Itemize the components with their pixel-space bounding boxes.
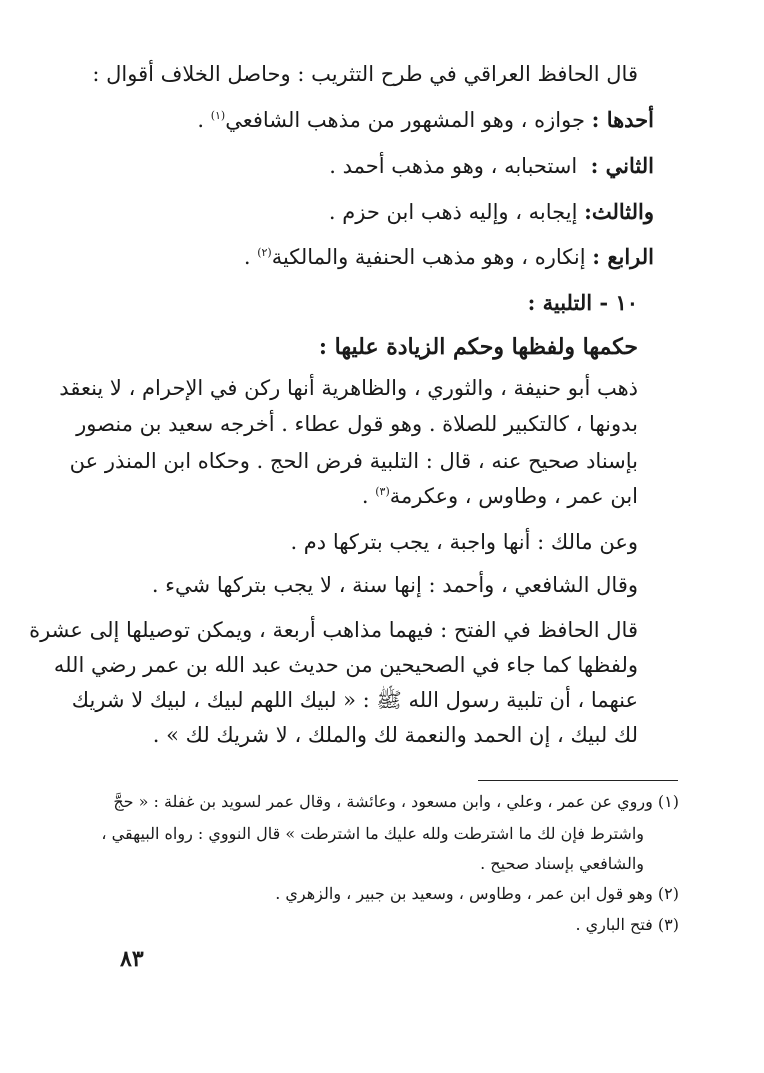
para4-line2	[54, 650, 638, 680]
para1-line4-end: .	[361, 484, 376, 508]
footnote-divider	[478, 780, 678, 781]
footnote-1-line1	[113, 790, 679, 814]
footnote-1-line3-text: والشافعي بإسناد صحيح .	[480, 854, 644, 873]
footnote-ref-3[interactable]: (٣)	[375, 485, 390, 498]
footnote-ref-1[interactable]: (١)	[210, 109, 226, 122]
opinion-second-text: استحبابه ، وهو مذهب أحمد .	[329, 154, 578, 178]
para4-line1	[29, 615, 638, 645]
footnote-1-line1-text: (١) وروي عن عمر ، وعلي ، وابن مسعود ، وعائشة ، وقال عمر لسويد بن غفلة : « حجَّ	[113, 792, 679, 811]
para1-line4	[362, 481, 638, 511]
section-number: ١٠ -	[599, 290, 638, 315]
footnote-1-line2-text: واشترط فإن لك ما اشترطت ولله عليك ما اشترطت » قال النووي : رواه البيهقي ،	[101, 824, 644, 843]
para1-line3-text: بإسناد صحيح عنه ، قال : التلبية فرض الحج . وحكاه ابن المنذر عن	[69, 449, 638, 473]
opinion-second-label: الثاني :	[590, 153, 654, 178]
footnote-3	[575, 913, 679, 937]
footnote-1-line2	[101, 822, 644, 846]
opinion-first-text: جوازه ، وهو المشهور من مذهب الشافعي	[225, 108, 585, 132]
para1-line1	[59, 373, 638, 403]
subheading	[319, 332, 638, 362]
para4-line4	[153, 720, 638, 750]
para1-line3	[70, 446, 638, 476]
subheading-text: حكمها ولفظها وحكم الزيادة عليها :	[318, 334, 638, 360]
opinion-third-text: إيجابه ، وإليه ذهب ابن حزم .	[328, 200, 578, 224]
opinion-fourth-end: .	[243, 245, 258, 269]
footnote-3-text: (٣) فتح الباري .	[575, 915, 679, 934]
opinion-second	[329, 151, 654, 181]
para4-line1-text: قال الحافظ في الفتح : فيهما مذاهب أربعة ، ويمكن توصيلها إلى عشرة	[29, 618, 638, 642]
para2-line1	[290, 527, 638, 557]
footnote-2	[275, 882, 679, 906]
opinion-fourth-text: إنكاره ، وهو مذهب الحنفية والمالكية	[271, 245, 586, 269]
para4-line3	[72, 685, 638, 715]
para3-line1	[152, 570, 638, 600]
para1-line1-text: ذهب أبو حنيفة ، والثوري ، والظاهرية أنها ركن في الإحرام ، لا ينعقد	[59, 376, 638, 400]
section-heading	[528, 288, 638, 318]
para4-line2-text: ولفظها كما جاء في الصحيحين من حديث عبد الله بن عمر رضي الله	[53, 653, 638, 677]
para1-line2	[76, 409, 638, 439]
intro-text: قال الحافظ العراقي في طرح التثريب : وحاصل الخلاف أقوال :	[92, 62, 638, 86]
para1-line2-text: بدونها ، كالتكبير للصلاة . وهو قول عطاء . أخرجه سعيد بن منصور	[76, 412, 638, 436]
footnote-ref-2[interactable]: (٢)	[257, 246, 272, 259]
page-number: ٨٣	[120, 946, 144, 972]
footnote-1-line3	[480, 852, 644, 876]
para2-line1-text: وعن مالك : أنها واجبة ، يجب بتركها دم .	[290, 530, 638, 554]
para4-line3-text: عنهما ، أن تلبية رسول الله ﷺ : « لبيك اللهم لبيك ، لبيك لا شريك	[71, 688, 638, 712]
para1-line4-text: ابن عمر ، وطاوس ، وعكرمة	[389, 484, 638, 508]
para4-line4-text: لك لبيك ، إن الحمد والنعمة لك والملك ، لا شريك لك » .	[152, 723, 638, 747]
opinion-first-end: .	[197, 108, 211, 132]
opinion-fourth-label: الرابع :	[592, 244, 654, 269]
footnote-2-text: (٢) وهو قول ابن عمر ، وطاوس ، وسعيد بن جبير ، والزهري .	[275, 884, 679, 903]
opinion-third-label: والثالث:	[584, 199, 654, 224]
intro-line	[92, 59, 638, 89]
opinion-fourth	[244, 242, 654, 272]
para3-line1-text: وقال الشافعي ، وأحمد : إنها سنة ، لا يجب بتركها شيء .	[151, 573, 638, 597]
section-title: التلبية :	[527, 290, 593, 315]
opinion-first	[197, 105, 654, 135]
opinion-third	[329, 197, 654, 227]
opinion-first-label: أحدها :	[591, 107, 654, 132]
